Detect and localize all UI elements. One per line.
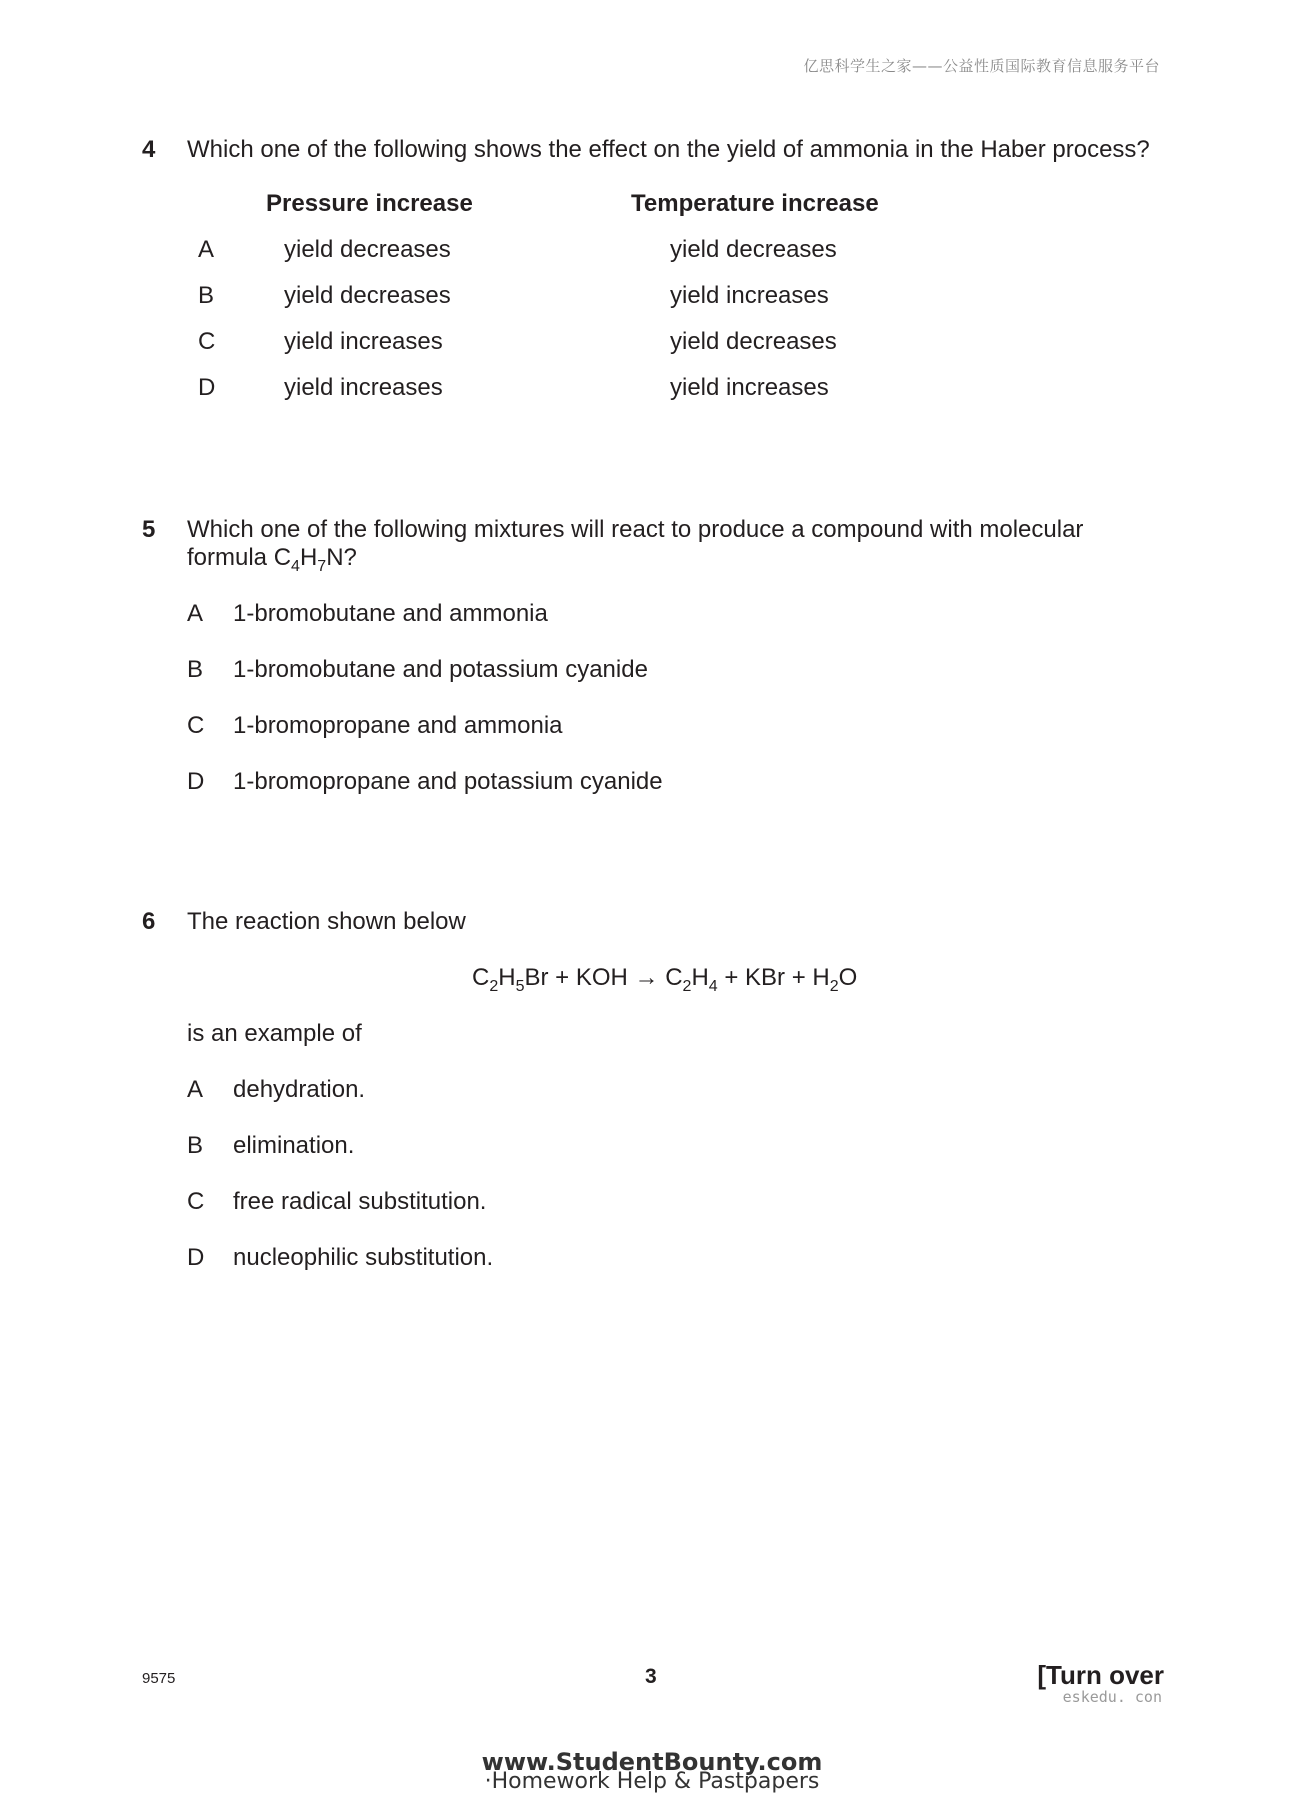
q4-option-pressure: yield decreases: [284, 282, 451, 309]
q6-option-text: nucleophilic substitution.: [233, 1244, 494, 1271]
q5-option-letter: C: [187, 712, 205, 739]
watermark-line1: www.StudentBounty.com: [481, 1748, 823, 1776]
eskedu-watermark: eskedu. con: [1062, 1688, 1162, 1706]
q6-after-text: is an example of: [187, 1020, 362, 1047]
question-4-number: 4: [142, 136, 156, 163]
q6-option-text: free radical substitution.: [233, 1188, 487, 1215]
q6-option-letter: A: [187, 1076, 204, 1103]
question-4-stem: Which one of the following shows the effect on the yield of ammonia in the Haber process?: [187, 136, 1150, 163]
q5-option-letter: D: [187, 768, 205, 795]
q6-option-text: dehydration.: [233, 1076, 366, 1103]
q4-option-temperature: yield increases: [670, 282, 829, 309]
q4-option-pressure: yield increases: [284, 374, 443, 401]
q6-equation: $C_2H_5Br$ + KOH → $C_2H_4$ + KBr + $H_2O$: [472, 964, 858, 995]
q4-pressure-header: Pressure increase: [266, 190, 473, 217]
q4-option-temperature: yield decreases: [670, 236, 837, 263]
q5-option-text: 1-bromobutane and ammonia: [233, 600, 548, 627]
q4-option-letter: A: [198, 236, 215, 263]
q5-option-letter: B: [187, 656, 204, 683]
q6-option-letter: D: [187, 1244, 205, 1271]
q5-option-text: 1-bromobutane and potassium cyanide: [233, 656, 648, 683]
q4-option-pressure: yield decreases: [284, 236, 451, 263]
watermark-line2: ·Homework Help & Pastpapers: [484, 1769, 820, 1794]
page-number: 3: [645, 1665, 657, 1688]
q4-temperature-header: Temperature increase: [631, 190, 879, 217]
q4-option-temperature: yield increases: [670, 374, 829, 401]
question-6-stem: The reaction shown below: [187, 908, 466, 935]
question-5-stem-line1: Which one of the following mixtures will react to produce a compound with molecular: [187, 516, 1084, 543]
q4-option-temperature: yield decreases: [670, 328, 837, 355]
q6-option-letter: B: [187, 1132, 204, 1159]
q4-option-letter: C: [198, 328, 216, 355]
q5-option-text: 1-bromopropane and potassium cyanide: [233, 768, 663, 795]
q4-option-letter: B: [198, 282, 215, 309]
question-5-number: 5: [142, 516, 156, 543]
q5-option-text: 1-bromopropane and ammonia: [233, 712, 563, 739]
q6-option-text: elimination.: [233, 1132, 355, 1159]
q5-option-letter: A: [187, 600, 204, 627]
q4-option-pressure: yield increases: [284, 328, 443, 355]
question-5-stem-line2: formula $C_4H_7N$?: [187, 544, 357, 575]
studentbounty-watermark: [452, 1748, 852, 1794]
q4-option-letter: D: [198, 374, 216, 401]
q6-option-letter: C: [187, 1188, 205, 1215]
paper-code: 9575: [142, 1670, 176, 1687]
turn-over-label: [Turn over: [1037, 1660, 1164, 1690]
question-6-number: 6: [142, 908, 156, 935]
header-watermark-text: 亿思科学生之家——公益性质国际教育信息服务平台: [803, 57, 1160, 75]
